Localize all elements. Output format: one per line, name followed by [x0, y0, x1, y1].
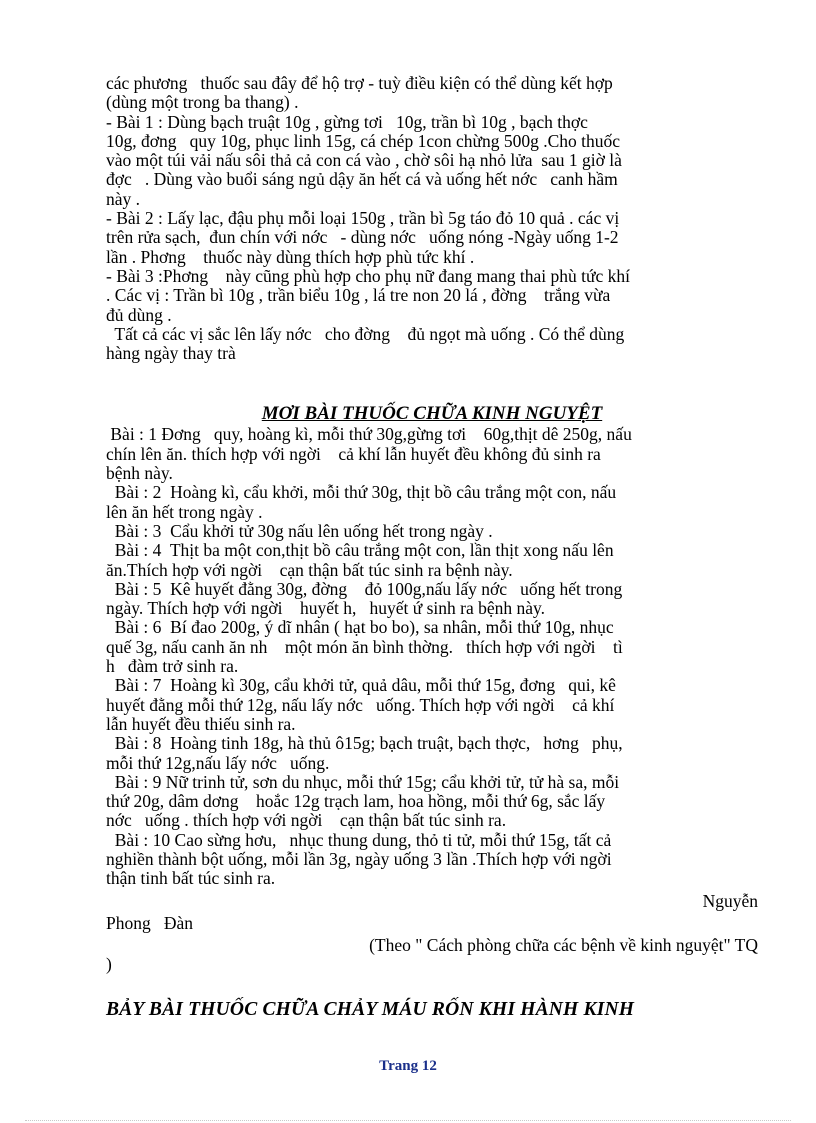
text-line: chín lên ăn. thích hợp với ngời cả khí lẫn huyết đều không đủ sinh ra: [106, 444, 601, 464]
intro-text-block: [106, 74, 758, 363]
text-line: Bài : 3 Cẩu khởi tử 30g nấu lên uống hết trong ngày .: [106, 521, 493, 541]
text-line: ăn.Thích hợp với ngời cạn thận bất túc sinh ra bệnh này.: [106, 560, 513, 580]
text-line: (dùng một trong ba thang) .: [106, 93, 299, 113]
text-line: Bài : 2 Hoàng kì, cẩu khởi, mỗi thứ 30g, thịt bồ câu trắng một con, nấu: [106, 483, 617, 503]
text-line: quế 3g, nấu canh ăn nh một món ăn bình thờng. thích hợp với ngời tì: [106, 637, 623, 657]
text-line: - Bài 3 :Phơng này cũng phù hợp cho phụ nữ đang mang thai phù tức khí: [106, 266, 631, 286]
section-title-menstruation: MƠI BÀI THUỐC CHỮA KINH NGUYỆT: [261, 403, 603, 425]
text-line: này .: [106, 189, 141, 209]
text-line: đợc . Dùng vào buổi sáng ngủ dậy ăn hết cá và uống hết nớc canh hầm: [106, 170, 618, 190]
text-line: Bài : 9 Nữ trinh tử, sơn du nhục, mỗi thứ 15g; cẩu khởi tử, tử hà sa, mỗi: [106, 772, 620, 792]
text-line: huyết đằng mỗi thứ 12g, nấu lấy nớc uống. Thích hợp với ngời cả khí: [106, 695, 615, 715]
section-title-bleeding: BẢY BÀI THUỐC CHỮA CHẢY MÁU RỐN KHI HÀNH KINH: [106, 998, 635, 1020]
source-citation: (Theo " Cách phòng chữa các bệnh về kinh nguyệt" TQ: [369, 936, 758, 956]
text-line: Bài : 8 Hoàng tinh 18g, hà thủ ô15g; bạch truật, bạch thợc, hơng phụ,: [106, 734, 623, 754]
text-line: Tất cả các vị sắc lên lấy nớc cho đờng đủ ngọt mà uống . Có thể dùng: [106, 324, 625, 344]
text-line: vào một túi vải nấu sôi thả cả con cá vào , chờ sôi hạ nhỏ lửa sau 1 giờ là: [106, 151, 622, 171]
text-line: ngày. Thích hợp với ngời huyết h, huyết ứ sinh ra bệnh này.: [106, 599, 546, 619]
text-line: bệnh này.: [106, 464, 173, 484]
source-citation-end: ): [106, 955, 112, 975]
author-line: Phong Đàn: [106, 913, 194, 933]
text-line: Bài : 6 Bí đao 200g, ý dĩ nhân ( hạt bo bo), sa nhân, mỗi thứ 10g, nhục: [106, 618, 614, 638]
text-line: nớc uống . thích hợp với ngời cạn thận bất túc sinh ra.: [106, 811, 507, 831]
text-line: Bài : 1 Đơng quy, hoàng kì, mỗi thứ 30g,gừng tơi 60g,thịt dê 250g, nấu: [106, 425, 632, 445]
text-line: thận tinh bất túc sinh ra.: [106, 869, 276, 889]
text-line: 10g, đơng quy 10g, phục linh 15g, cá chép 1con chừng 500g .Cho thuốc: [106, 131, 621, 151]
text-line: mỗi thứ 12g,nấu lấy nớc uống.: [106, 753, 330, 773]
text-line: lẫn huyết đều thiếu sinh ra.: [106, 714, 296, 734]
text-line: - Bài 2 : Lấy lạc, đậu phụ mỗi loại 150g , trần bì 5g táo đỏ 10 quả . các vị: [106, 209, 620, 229]
text-line: . Các vị : Trần bì 10g , trần biểu 10g , lá tre non 20 lá , đờng trắng vừa: [106, 286, 611, 306]
text-line: lên ăn hết trong ngày .: [106, 502, 263, 522]
text-line: Bài : 4 Thịt ba một con,thịt bồ câu trắng một con, lần thịt xong nấu lên: [106, 541, 614, 561]
text-line: nghiền thành bột uống, mỗi lần 3g, ngày uống 3 lần .Thích hợp với ngời: [106, 849, 612, 869]
remedies-text-block: [106, 425, 758, 974]
text-line: thứ 20g, dâm dơng hoắc 12g trạch lam, hoa hồng, mỗi thứ 6g, sắc lấy: [106, 792, 606, 812]
author-line: Nguyễn: [702, 891, 758, 911]
text-line: lần . Phơng thuốc này dùng thích hợp phù tức khí .: [106, 247, 475, 267]
text-line: h đàm trở sinh ra.: [106, 657, 239, 677]
text-line: Bài : 5 Kê huyết đằng 30g, đờng đỏ 100g,nấu lấy nớc uống hết trong: [106, 579, 623, 599]
text-line: Bài : 10 Cao sừng hơu, nhục thung dung, thỏ ti tử, mỗi thứ 15g, tất cả: [106, 830, 612, 850]
text-line: các phương thuốc sau đây để hộ trợ - tuỳ điều kiện có thể dùng kết hợp: [106, 74, 613, 93]
text-line: Bài : 7 Hoàng kì 30g, cẩu khởi tử, quả dâu, mỗi thứ 15g, đơng qui, kê: [106, 676, 616, 696]
text-line: trên rửa sạch, đun chín với nớc - dùng nớc uống nóng -Ngày uống 1-2: [106, 228, 619, 248]
page-number: Trang 12: [379, 1058, 437, 1074]
document-page: [106, 74, 758, 1022]
text-line: hàng ngày thay trà: [106, 344, 236, 364]
text-line: - Bài 1 : Dùng bạch truật 10g , gừng tơi 10g, trần bì 10g , bạch thợc: [106, 112, 588, 132]
text-line: đủ dùng .: [106, 305, 172, 325]
page-divider: [25, 1120, 791, 1121]
